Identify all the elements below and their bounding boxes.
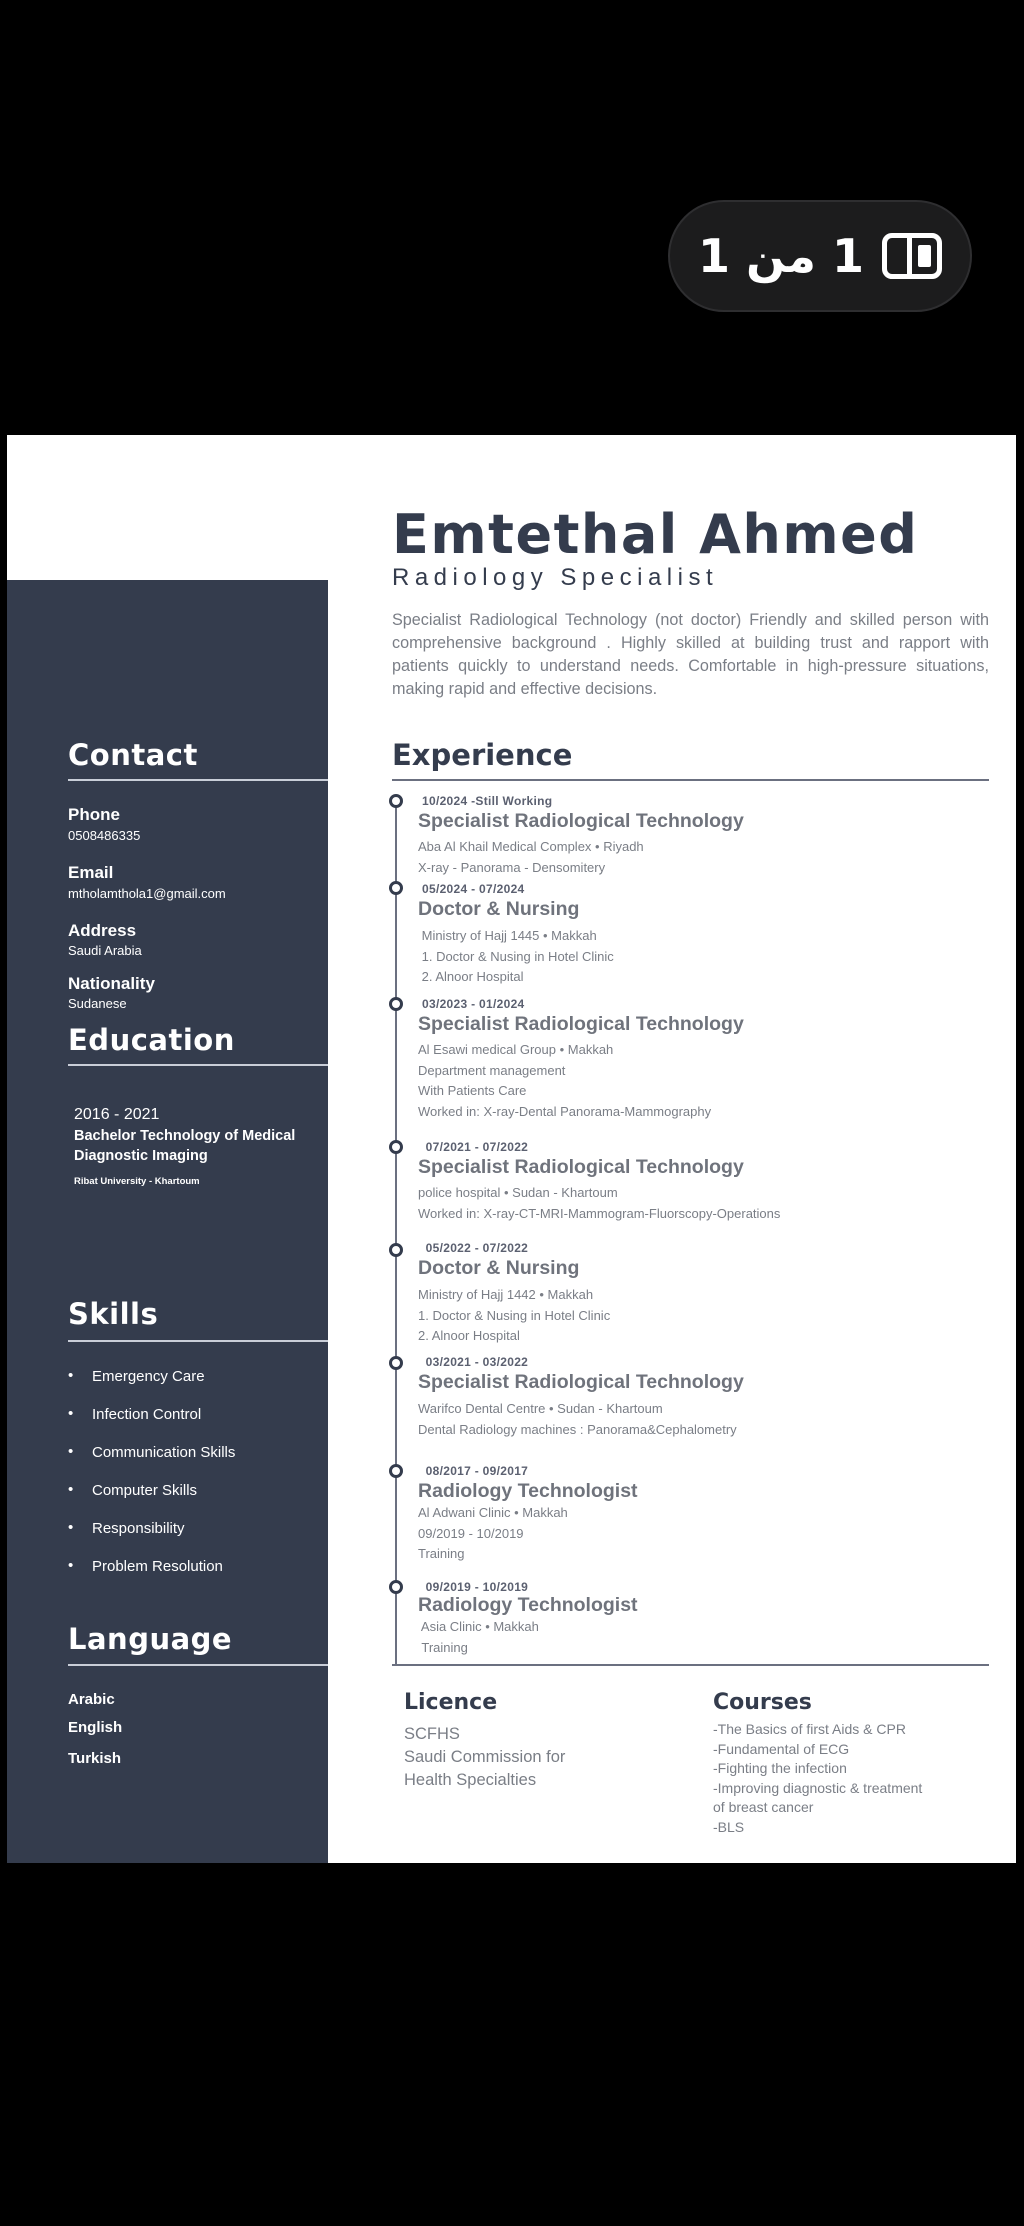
course-item: -Fighting the infection [713, 1760, 847, 1777]
nationality-value: Sudanese [68, 996, 127, 1011]
experience-entry [418, 1464, 638, 1565]
timeline-dot [389, 794, 403, 808]
entry-detail: 2. Alnoor Hospital [418, 969, 524, 984]
language-item: Turkish [68, 1750, 122, 1767]
address-label: Address [68, 921, 137, 940]
skill-item: • Emergency Care [68, 1368, 235, 1406]
experience-entry [418, 1140, 780, 1224]
sidebar [7, 580, 328, 1863]
entry-date: 03/2023 - 01/2024 [422, 997, 525, 1011]
candidate-name: Emtethal Ahmed [392, 503, 919, 566]
timeline-dot [389, 881, 403, 895]
course-item: of breast cancer [713, 1799, 814, 1816]
reader-mode-icon [882, 233, 942, 279]
entry-detail: 2. Alnoor Hospital [418, 1328, 520, 1343]
entry-title: Specialist Radiological Technology [418, 810, 744, 832]
phone-value: 0508486335 [68, 828, 141, 843]
language-item: Arabic [68, 1691, 115, 1708]
courses-list [713, 1720, 922, 1838]
experience-entry [418, 1355, 744, 1440]
experience-divider [392, 779, 989, 781]
timeline-dot [389, 1140, 403, 1154]
skills-heading: Skills [68, 1297, 159, 1331]
entry-detail: Training [418, 1639, 468, 1655]
entry-detail: Worked in: X-ray-CT-MRI-Mammogram-Fluorscopy-Operations [418, 1205, 781, 1221]
licence-line: Saudi Commission for [404, 1748, 566, 1766]
entry-detail: police hospital • Sudan - Khartoum [418, 1185, 618, 1200]
experience-entry [418, 1580, 638, 1658]
entry-title: Doctor & Nursing [418, 1257, 580, 1279]
page-count: 1 من 1 [698, 229, 864, 283]
education-degree-cont: Diagnostic Imaging [74, 1148, 208, 1164]
candidate-role: Radiology Specialist [392, 564, 719, 591]
timeline-dot [389, 1356, 403, 1370]
address-value: Saudi Arabia [68, 943, 142, 958]
profile-summary: Specialist Radiological Technology (not doctor) Friendly and skilled person with comprehensive background . Highly skilled at building trust and rapport with patients quickly to understand needs. Comfortable in high-pressure situations, making rapid and effective decisions. [392, 611, 989, 698]
timeline-line [395, 801, 397, 1665]
language-list [68, 1691, 122, 1767]
entry-title: Doctor & Nursing [418, 898, 580, 920]
entry-title: Radiology Technologist [418, 1480, 638, 1502]
entry-detail: Warifco Dental Centre • Sudan - Khartoum [418, 1401, 663, 1416]
skills-divider [68, 1340, 328, 1342]
education-school: Ribat University - Khartoum [74, 1176, 200, 1187]
skill-item: • Infection Control [68, 1406, 235, 1444]
education-degree: Bachelor Technology of Medical [74, 1128, 296, 1144]
entry-title: Specialist Radiological Technology [418, 1013, 744, 1035]
timeline-dot [389, 1243, 403, 1257]
resume-page [7, 435, 1016, 1863]
nationality-label: Nationality [68, 974, 155, 993]
skill-item: • Problem Resolution [68, 1558, 235, 1596]
contact-divider [68, 779, 328, 781]
licence-heading: Licence [404, 1690, 498, 1715]
experience-entry [418, 794, 744, 878]
entry-detail: Al Adwani Clinic • Makkah [418, 1505, 568, 1520]
entry-detail: Training [418, 1546, 465, 1561]
phone-label: Phone [68, 805, 120, 824]
experience-heading: Experience [392, 738, 573, 772]
timeline-end-divider [392, 1664, 989, 1666]
course-item: -The Basics of first Aids & CPR [713, 1721, 906, 1737]
entry-date: 03/2021 - 03/2022 [422, 1355, 529, 1369]
entry-date: 05/2024 - 07/2024 [422, 882, 525, 896]
entry-detail: Ministry of Hajj 1442 • Makkah [418, 1287, 594, 1302]
timeline-dot [389, 1580, 403, 1594]
contact-heading: Contact [68, 738, 198, 772]
language-item: English [68, 1719, 123, 1736]
email-value: mtholamthola1@gmail.com [68, 886, 226, 901]
entry-detail: Dental Radiology machines : Panorama&Cephalometry [418, 1421, 737, 1437]
licence-details [404, 1723, 565, 1792]
skill-item: • Responsibility [68, 1520, 235, 1558]
licence-line: Health Specialties [404, 1771, 537, 1789]
timeline-dot [389, 1464, 403, 1478]
licence-line: SCFHS [404, 1725, 460, 1743]
skill-item: • Computer Skills [68, 1482, 235, 1520]
education-years: 2016 - 2021 [74, 1106, 160, 1123]
entry-detail: 1. Doctor & Nusing in Hotel Clinic [418, 1307, 611, 1323]
entry-title: Radiology Technologist [418, 1594, 638, 1616]
entry-detail: X-ray - Panorama - Densomitery [418, 859, 606, 875]
education-divider [68, 1064, 328, 1066]
timeline-dot [389, 997, 403, 1011]
experience-entry [418, 882, 614, 988]
entry-date: 05/2022 - 07/2022 [422, 1241, 529, 1255]
entry-detail: Department management [418, 1062, 566, 1078]
entry-detail: 1. Doctor & Nusing in Hotel Clinic [418, 948, 614, 964]
page-indicator[interactable] [668, 200, 972, 312]
entry-detail: 09/2019 - 10/2019 [418, 1525, 524, 1541]
education-heading: Education [68, 1023, 235, 1057]
experience-entry [418, 997, 744, 1122]
course-item: -Fundamental of ECG [713, 1740, 850, 1757]
skill-item: • Communication Skills [68, 1444, 235, 1482]
entry-date: 09/2019 - 10/2019 [422, 1580, 529, 1594]
language-heading: Language [68, 1622, 233, 1656]
skills-list [68, 1368, 235, 1596]
course-item: -BLS [713, 1818, 745, 1835]
courses-heading: Courses [713, 1690, 812, 1715]
experience-entry [418, 1241, 610, 1347]
entry-date: 08/2017 - 09/2017 [422, 1464, 529, 1478]
language-divider [68, 1664, 328, 1666]
entry-detail: Aba Al Khail Medical Complex • Riyadh [418, 839, 644, 854]
entry-date: 07/2021 - 07/2022 [422, 1140, 529, 1154]
entry-detail: Worked in: X-ray-Dental Panorama-Mammography [418, 1103, 712, 1119]
entry-detail: Ministry of Hajj 1445 • Makkah [418, 928, 597, 943]
entry-title: Specialist Radiological Technology [418, 1156, 744, 1178]
entry-date: 10/2024 -Still Working [422, 794, 553, 808]
course-item: -Improving diagnostic & treatment [713, 1779, 923, 1796]
entry-title: Specialist Radiological Technology [418, 1371, 744, 1393]
email-label: Email [68, 863, 114, 882]
entry-detail: Al Esawi medical Group • Makkah [418, 1042, 614, 1057]
entry-detail: With Patients Care [418, 1083, 527, 1098]
entry-detail: Asia Clinic • Makkah [418, 1619, 539, 1634]
